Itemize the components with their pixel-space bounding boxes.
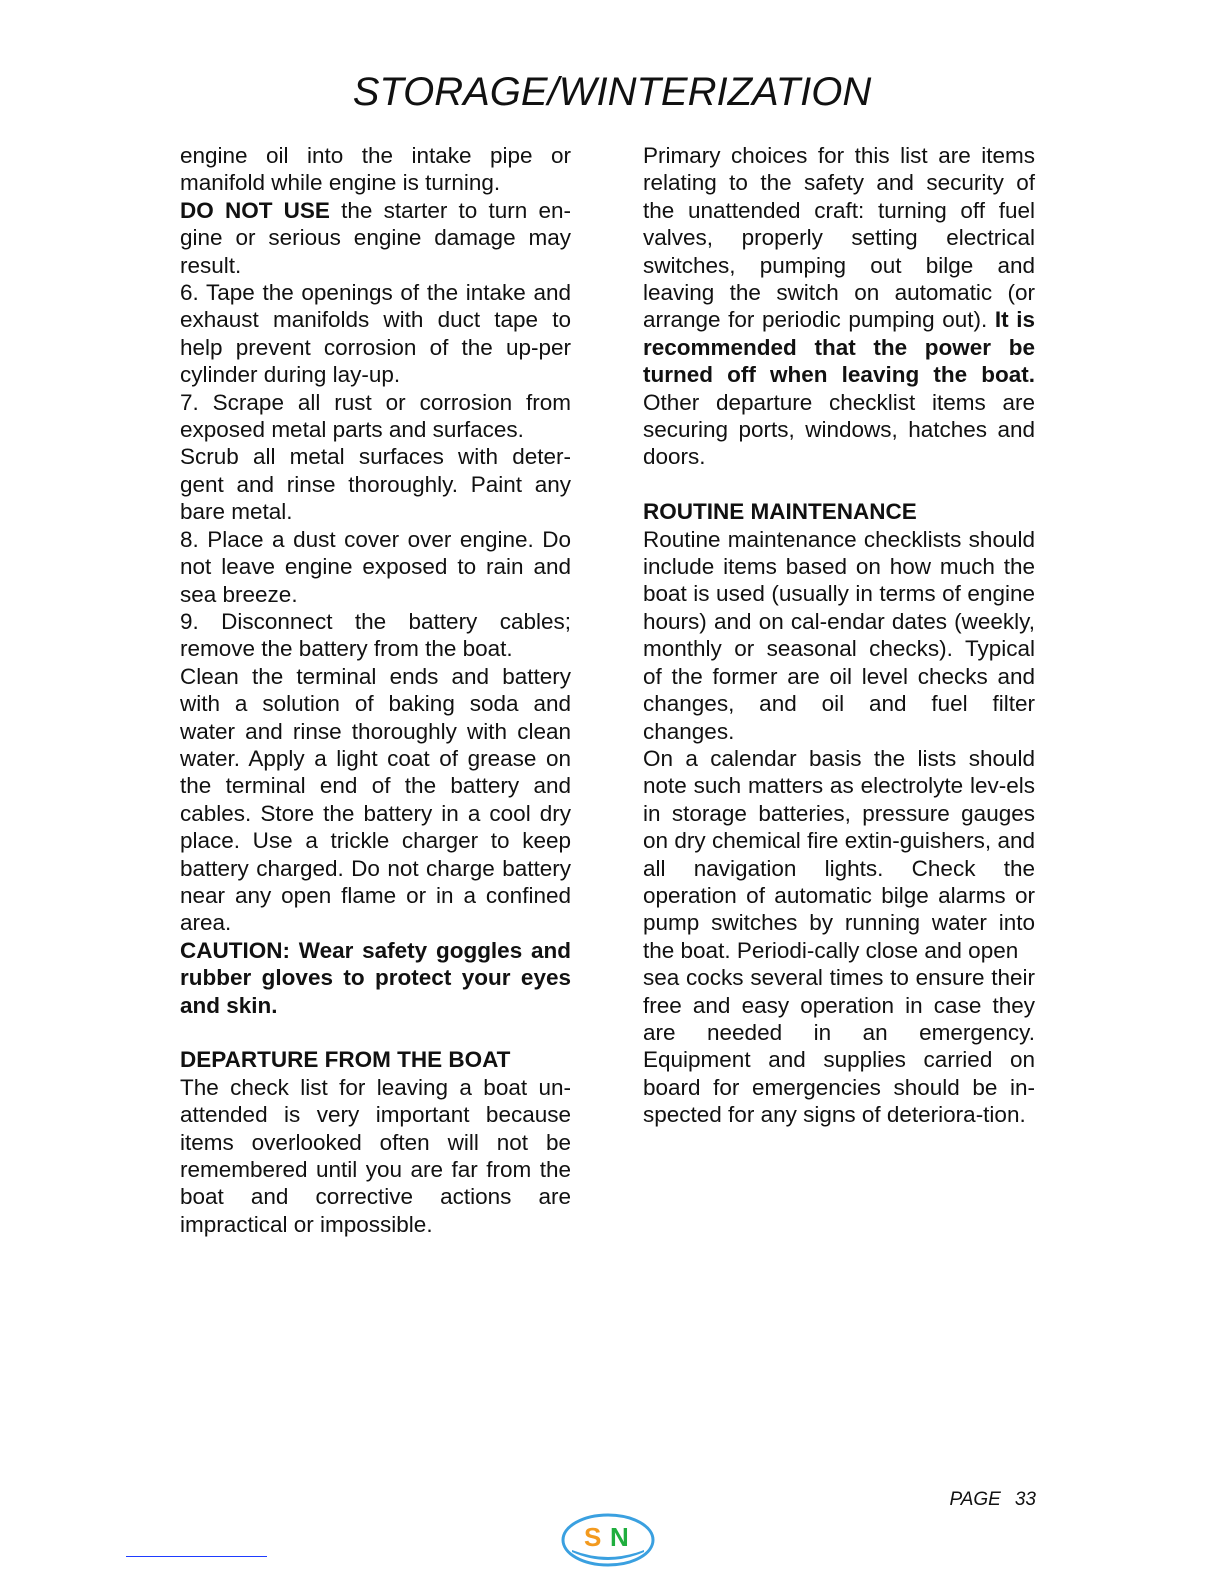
section-heading-departure: DEPARTURE FROM THE BOAT [180,1047,511,1073]
paragraph-text: Primary choices for this list are items relating to the safety and security of the unattended craft: turning off fuel valves, properly setting electrical switches, pumping out bilge and leaving the switch on automatic (or arrange for periodic pumping out). [643,143,1035,333]
page-number [880,1489,1036,1511]
paragraph: Scrub all metal surfaces with deter-gent and rinse thoroughly. Paint any bare metal. [180,444,571,525]
step-6: 6. Tape the openings of the intake and exhaust manifolds with duct tape to help prevent corrosion of the up-per cylinder during lay-up. [180,280,571,388]
emphasis-text: It is recommended that the power be turned off when leaving the boat. [643,307,1035,388]
paragraph: engine oil into the intake pipe or manifold while engine is turning. [180,143,571,196]
warning-paragraph [180,197,571,279]
warning-text: the starter to turn en-gine or serious engine damage may result. [180,197,571,278]
left-column [180,142,571,1238]
sn-logo [560,1512,656,1568]
warning-label: DO NOT USE [180,197,330,223]
paragraph-text: Other departure checklist items are securing ports, windows, hatches and doors. [643,389,1035,470]
paragraph: Routine maintenance checklists should include items based on how much the boat is used (usually in terms of engine hours) and on cal-endar dates (weekly, monthly or seasonal checks). Typical of the former are oil level checks and changes, and oil and fuel filter changes. [643,526,1035,744]
step-9: 9. Disconnect the battery cables; remove the battery from the boat. [180,608,571,662]
caution-note: CAUTION: Wear safety goggles and rubber gloves to protect your eyes and skin. [180,937,571,1018]
page-title: STORAGE/WINTERIZATION [352,70,872,114]
paragraph: sea cocks several times to ensure their free and easy operation in case they are needed in an emergency. Equipment and supplies carried on board for emergencies should be in-spected for any signs of deteriora-tion. [643,965,1035,1128]
logo-letter-n: N [610,1522,629,1552]
footer-rule [126,1556,267,1557]
paragraph: Clean the terminal ends and battery with a solution of baking soda and water and rinse thoroughly with clean water. Apply a light coat of grease on the terminal end of the battery and cables. Store the battery in a cool dry place. Use a trickle charger to keep battery charged. Do not charge battery near any open flame or in a confined area. [180,663,571,936]
step-8: 8. Place a dust cover over engine. Do not leave engine exposed to rain and sea breeze. [180,526,571,607]
paragraph [643,142,1035,471]
step-7: 7. Scrape all rust or corrosion from exposed metal parts and surfaces. [180,389,571,443]
logo-letter-s: S [584,1522,602,1552]
paragraph: On a calendar basis the lists should note such matters as electrolyte lev-els in storage batteries, pressure gauges on dry chemical fire extin-guishers, and all navigation lights. Check the operation of automatic bilge alarms or pump switches by running water into the boat. Periodi-cally close and open [643,745,1035,963]
page-label: PAGE [949,1489,1001,1510]
page-number-value: 33 [1014,1489,1036,1510]
paragraph: The check list for leaving a boat un-attended is very important because items overlooked often will not be remembered until you are far from the boat and corrective actions are impractical or impossible. [180,1074,571,1237]
section-heading-routine: ROUTINE MAINTENANCE [643,499,917,525]
right-column [643,142,1035,1129]
